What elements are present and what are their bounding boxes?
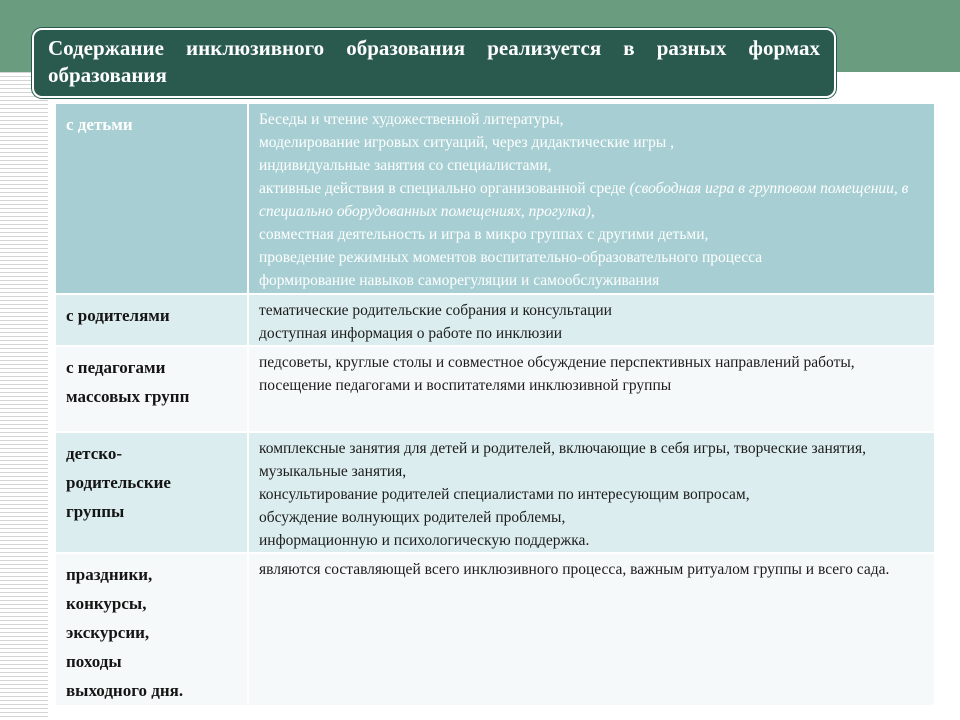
description-italic-note: (свободная игра в групповом помещении, в специально оборудованных помещениях, прогулка), xyxy=(259,180,909,220)
row-label: праздники, конкурсы, экскурсии, походы выходного дня. xyxy=(66,565,184,700)
row-description: комплексные занятия для детей и родителей, включающие в себя игры, творческие занятия, музыкальные занятия, консультирование родителей специалистами по интересующим вопросам, обсуждение волнующих родителей проблемы, информационную и психологическую поддержка. xyxy=(259,440,866,549)
row-description-cell xyxy=(248,346,934,432)
row-label-cell xyxy=(56,346,248,432)
description-text-continued: совместная деятельность и игра в микро группах с другими детьми, проведение режимных моментов воспитательно-образовательного процесса формирование навыков саморегуляции и самообслуживания xyxy=(259,226,763,289)
row-description xyxy=(259,108,924,292)
row-description-cell xyxy=(248,104,934,294)
row-label: детско- родительские группы xyxy=(66,444,171,521)
row-label-cell xyxy=(56,294,248,346)
table-row-teachers xyxy=(56,346,934,432)
row-description-cell xyxy=(248,294,934,346)
row-description: являются составляющей всего инклюзивного процесса, важным ритуалом группы и всего сада. xyxy=(259,561,890,578)
row-label-cell xyxy=(56,432,248,553)
slide-title: Содержание инклюзивного образования реализуется в разных формах образования xyxy=(48,36,820,87)
row-label-cell xyxy=(56,553,248,706)
row-label: с детьми xyxy=(66,115,133,134)
decorative-stripes xyxy=(0,72,48,720)
row-description-cell xyxy=(248,432,934,553)
row-description-cell xyxy=(248,553,934,706)
row-label: с родителями xyxy=(66,306,170,325)
row-description: педсоветы, круглые столы и совместное обсуждение перспективных направлений работы, посещение педагогами и воспитателями инклюзивной группы xyxy=(259,354,855,394)
table-row-holidays xyxy=(56,553,934,706)
row-label-cell xyxy=(56,104,248,294)
row-description: тематические родительские собрания и консультации доступная информация о работе по инклюзии xyxy=(259,302,612,342)
description-text: Беседы и чтение художественной литературы, моделирование игровых ситуаций, через дидактические игры , индивидуальные занятия со специалистами, активные действия в специально организованной среде xyxy=(259,111,674,197)
table-row-parent-child-groups xyxy=(56,432,934,553)
title-banner xyxy=(32,28,836,98)
forms-table xyxy=(56,104,934,707)
row-label: с педагогами массовых групп xyxy=(66,358,190,406)
table-row-parents xyxy=(56,294,934,346)
table-row-children xyxy=(56,104,934,294)
